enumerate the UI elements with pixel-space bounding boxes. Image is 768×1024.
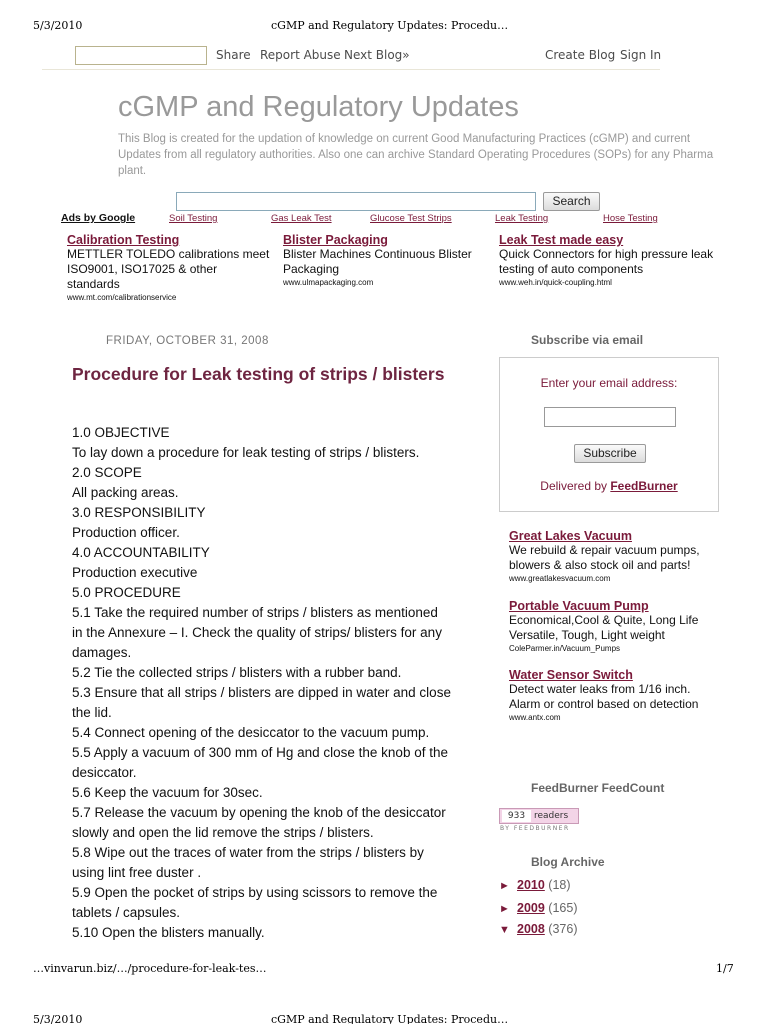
post-line: Production executive	[72, 565, 198, 580]
feedcount-widget[interactable]	[499, 808, 579, 834]
post-line: 1.0 OBJECTIVE	[72, 425, 170, 440]
sign-in-link[interactable]: Sign In	[620, 48, 662, 62]
post-line: damages.	[72, 645, 132, 660]
top-ad-2[interactable]	[283, 233, 488, 287]
post-line: 5.9 Open the pocket of strips by using scissors to remove the	[72, 885, 438, 900]
post-line: 5.8 Wipe out the traces of water from the strips / blisters by	[72, 845, 424, 860]
post-line: 5.7 Release the vacuum by opening the knob of the desiccator	[72, 805, 446, 820]
post-line: desiccator.	[72, 765, 137, 780]
post-title[interactable]: Procedure for Leak testing of strips / blisters	[72, 364, 445, 384]
reader-count: 933	[502, 810, 531, 822]
post-line: tablets / capsules.	[72, 905, 181, 920]
report-abuse-link[interactable]: Report Abuse	[260, 48, 341, 62]
post-line: 2.0 SCOPE	[72, 465, 142, 480]
archive-year-2010[interactable]	[499, 878, 571, 892]
ad-title[interactable]: Water Sensor Switch	[509, 668, 633, 682]
print-title: cGMP and Regulatory Updates: Procedu…	[271, 19, 509, 32]
search-input[interactable]	[176, 192, 536, 211]
archive-count: (376)	[548, 922, 578, 936]
adlink-glucose-test-strips[interactable]: Glucose Test Strips	[370, 213, 452, 224]
post-line: 5.3 Ensure that all strips / blisters are dipped in water and close	[72, 685, 451, 700]
ad-url[interactable]: www.weh.in/quick-coupling.html	[499, 278, 612, 287]
archive-year-link[interactable]: 2009	[517, 901, 545, 915]
ad-url[interactable]: www.greatlakesvacuum.com	[509, 574, 611, 583]
email-label: Enter your email address:	[540, 376, 678, 390]
subscribe-heading: Subscribe via email	[531, 333, 644, 347]
ad-title[interactable]: Leak Test made easy	[499, 233, 624, 247]
post-line: 4.0 ACCOUNTABILITY	[72, 545, 210, 560]
post-line: the lid.	[72, 705, 112, 720]
navbar-search-input[interactable]	[75, 46, 207, 65]
navbar-divider	[42, 69, 660, 70]
side-ad-3[interactable]	[509, 668, 714, 722]
post-line: 5.1 Take the required number of strips / blisters as mentioned	[72, 605, 438, 620]
email-input[interactable]	[544, 407, 676, 427]
delivered-by-text: Delivered by	[540, 479, 611, 493]
ad-title[interactable]: Calibration Testing	[67, 233, 180, 247]
post-line: using lint free duster .	[72, 865, 202, 880]
top-ad-1[interactable]	[67, 233, 272, 302]
ad-title[interactable]: Portable Vacuum Pump	[509, 599, 649, 613]
post-date-header: FRIDAY, OCTOBER 31, 2008	[106, 335, 269, 347]
by-feedburner: BY FEEDBURNER	[500, 825, 570, 832]
readers-label: readers	[534, 811, 569, 821]
expand-arrow-icon[interactable]: ►	[499, 880, 510, 892]
ad-url[interactable]: www.antx.com	[509, 713, 561, 722]
ad-body: Quick Connectors for high pressure leak testing of auto components	[499, 247, 714, 276]
post-line: slowly and open the lid remove the strips / blisters.	[72, 825, 374, 840]
side-ad-1[interactable]	[509, 529, 714, 583]
next-page-date: 5/3/2010	[33, 1013, 83, 1024]
archive-year-link[interactable]: 2010	[517, 878, 545, 892]
next-blog-link[interactable]: Next Blog»	[344, 48, 410, 62]
side-ad-2[interactable]	[509, 599, 714, 653]
search-button[interactable]: Search	[543, 192, 600, 211]
archive-count: (165)	[548, 901, 578, 915]
post-line: 3.0 RESPONSIBILITY	[72, 505, 206, 520]
ad-title[interactable]: Great Lakes Vacuum	[509, 529, 632, 543]
post-line: 5.10 Open the blisters manually.	[72, 925, 265, 940]
ad-url[interactable]: www.ulmapackaging.com	[283, 278, 374, 287]
share-link[interactable]: Share	[216, 48, 251, 62]
post-line: 5.4 Connect opening of the desiccator to the vacuum pump.	[72, 725, 430, 740]
top-ad-3[interactable]	[499, 233, 714, 287]
post-line: All packing areas.	[72, 485, 179, 500]
collapse-arrow-icon[interactable]: ▼	[499, 924, 510, 936]
post-line: 5.2 Tie the collected strips / blisters with a rubber band.	[72, 665, 402, 680]
archive-count: (18)	[548, 878, 571, 892]
post-line: To lay down a procedure for leak testing of strips / blisters.	[72, 445, 420, 460]
next-page-title: cGMP and Regulatory Updates: Procedu…	[271, 1013, 509, 1024]
subscribe-button[interactable]: Subscribe	[574, 444, 646, 463]
ad-url[interactable]: www.mt.com/calibrationservice	[67, 293, 177, 302]
ad-body: We rebuild & repair vacuum pumps, blowers & also stock oil and parts!	[509, 543, 700, 572]
post-line: Production officer.	[72, 525, 180, 540]
post-line: 5.6 Keep the vacuum for 30sec.	[72, 785, 263, 800]
adlink-gas-leak-test[interactable]: Gas Leak Test	[271, 213, 332, 224]
delivered-by	[500, 479, 718, 493]
subscribe-box	[499, 357, 719, 512]
post-line: 5.5 Apply a vacuum of 300 mm of Hg and close the knob of the	[72, 745, 448, 760]
archive-year-2009[interactable]	[499, 901, 577, 915]
blog-title[interactable]: cGMP and Regulatory Updates	[118, 91, 519, 123]
blog-description: This Blog is created for the updation of knowledge on current Good Manufacturing Practices (cGMP) and current Updates from all regulatory authorities. Also one can archive Standard Operating Procedures (SOPs) for any Pharma plant.	[118, 133, 714, 177]
print-footer-url: …vinvarun.biz/…/procedure-for-leak-tes…	[33, 962, 267, 975]
print-page-number: 1/7	[716, 962, 734, 975]
feedcount-heading: FeedBurner FeedCount	[531, 781, 665, 795]
print-date: 5/3/2010	[33, 19, 83, 32]
adlink-hose-testing[interactable]: Hose Testing	[603, 213, 658, 224]
adlink-leak-testing[interactable]: Leak Testing	[495, 213, 549, 224]
post-line: in the Annexure – I. Check the quality of strips/ blisters for any	[72, 625, 442, 640]
ad-body: Detect water leaks from 1/16 inch. Alarm or control based on detection	[509, 682, 699, 711]
post-body	[72, 423, 472, 943]
feedcount-badge[interactable]	[499, 808, 579, 824]
ad-body: Economical,Cool & Quite, Long Life Versatile, Tough, Light weight	[509, 613, 699, 642]
archive-year-2008[interactable]	[499, 922, 577, 936]
ads-by-google-link[interactable]: Ads by Google	[61, 212, 136, 224]
feedburner-link[interactable]: FeedBurner	[610, 479, 678, 493]
ad-url[interactable]: ColeParmer.in/Vacuum_Pumps	[509, 644, 621, 653]
adlink-soil-testing[interactable]: Soil Testing	[169, 213, 218, 224]
ad-title[interactable]: Blister Packaging	[283, 233, 388, 247]
post-line: 5.0 PROCEDURE	[72, 585, 181, 600]
expand-arrow-icon[interactable]: ►	[499, 903, 510, 915]
archive-year-link[interactable]: 2008	[517, 922, 545, 936]
create-blog-link[interactable]: Create Blog	[545, 48, 616, 62]
ad-body: Blister Machines Continuous Blister Packaging	[283, 247, 472, 276]
ad-body: METTLER TOLEDO calibrations meet ISO9001, ISO17025 & other standards	[67, 247, 270, 291]
archive-heading: Blog Archive	[531, 855, 605, 869]
